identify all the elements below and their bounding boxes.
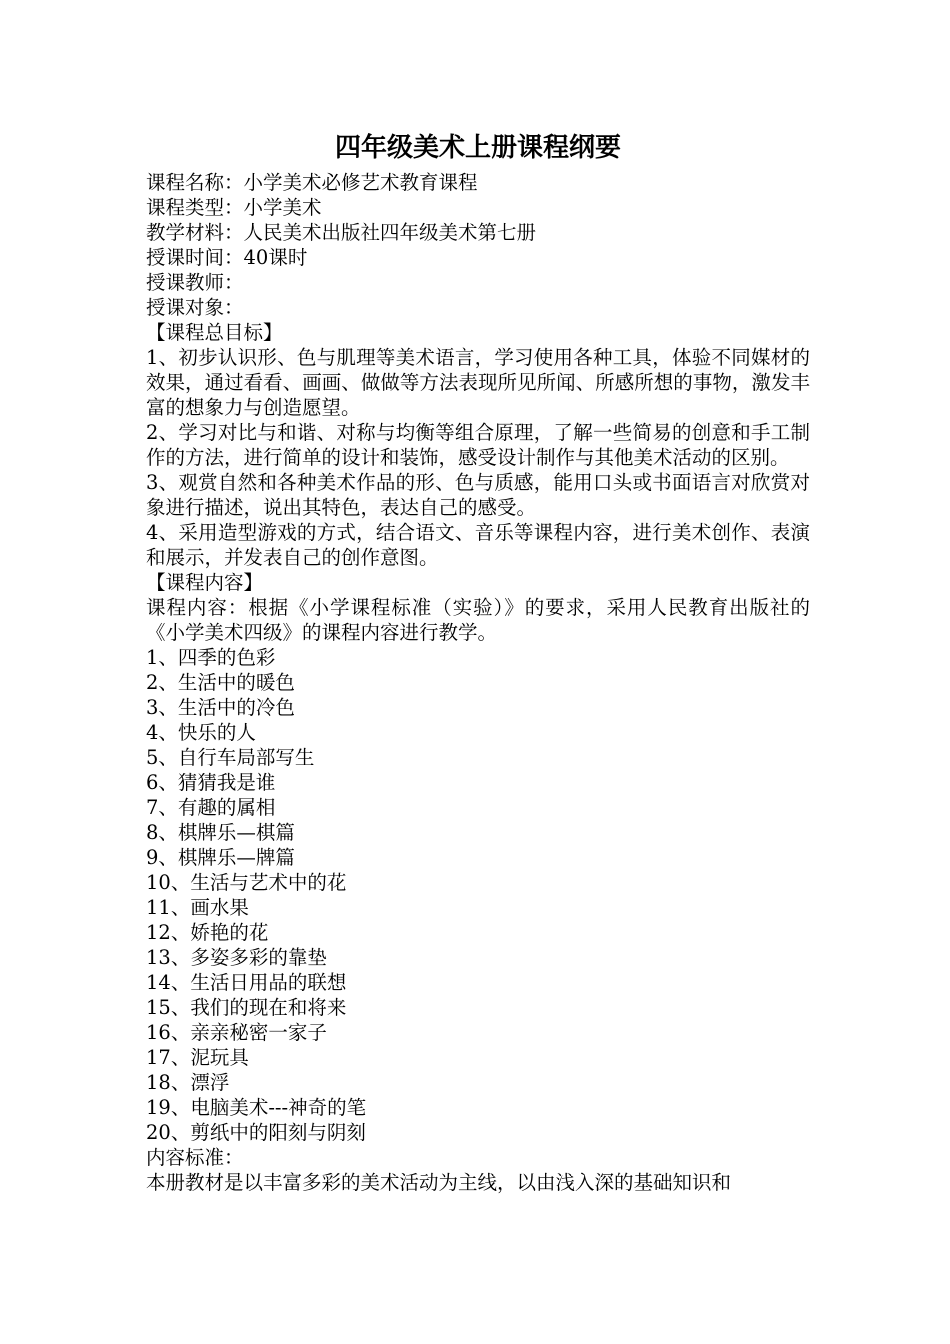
lesson-item: 18、漂浮: [146, 1071, 230, 1094]
lesson-item: 20、剪纸中的阳刻与阴刻: [146, 1121, 366, 1144]
lesson-item: 7、有趣的属相: [146, 796, 276, 819]
goal-item: 3、观赏自然和各种美术作品的形、色与质感，能用口头或书面语言对欣赏对象进行描述，说出其特色，表达自己的感受。: [146, 471, 810, 519]
teaching-hours: 授课时间：40课时: [146, 246, 308, 269]
document-page: [146, 126, 810, 1195]
content-intro: 课程内容：根据《小学课程标准（实验）》的要求，采用人民教育出版社的《小学美术四级》的课程内容进行教学。: [146, 596, 810, 644]
lesson-item: 19、电脑美术---神奇的笔: [146, 1096, 367, 1119]
lesson-item: 3、生活中的冷色: [146, 696, 295, 719]
lesson-item: 8、棋牌乐—棋篇: [146, 821, 295, 844]
goals-heading: 【课程总目标】: [146, 321, 283, 344]
goal-item: 1、初步认识形、色与肌理等美术语言，学习使用各种工具，体验不同媒材的效果，通过看看、画画、做做等方法表现所见所闻、所感所想的事物，激发丰富的想象力与创造愿望。: [146, 346, 810, 419]
lesson-item: 5、自行车局部写生: [146, 746, 315, 769]
course-name: 课程名称：小学美术必修艺术教育课程: [146, 171, 478, 194]
lesson-item: 17、泥玩具: [146, 1046, 249, 1069]
lesson-item: 13、多姿多彩的靠垫: [146, 946, 327, 969]
standard-label: 内容标准：: [146, 1146, 244, 1169]
lesson-item: 10、生活与艺术中的花: [146, 871, 347, 894]
standard-text: 本册教材是以丰富多彩的美术活动为主线，以由浅入深的基础知识和: [146, 1171, 732, 1194]
lesson-item: 1、四季的色彩: [146, 646, 276, 669]
lesson-item: 4、快乐的人: [146, 721, 256, 744]
course-type: 课程类型：小学美术: [146, 196, 322, 219]
goal-item: 2、学习对比与和谐、对称与均衡等组合原理，了解一些简易的创意和手工制作的方法，进行简单的设计和装饰，感受设计制作与其他美术活动的区别。: [146, 421, 810, 469]
lesson-list: [146, 645, 810, 1145]
document-title: 四年级美术上册课程纲要: [334, 133, 621, 163]
audience: 授课对象：: [146, 296, 244, 319]
lesson-item: 11、画水果: [146, 896, 249, 919]
lesson-item: 14、生活日用品的联想: [146, 971, 347, 994]
content-heading: 【课程内容】: [146, 571, 264, 594]
goal-item: 4、采用造型游戏的方式，结合语文、音乐等课程内容，进行美术创作、表演和展示，并发表自己的创作意图。: [146, 521, 810, 569]
lesson-item: 15、我们的现在和将来: [146, 996, 347, 1019]
lesson-item: 2、生活中的暖色: [146, 671, 295, 694]
lesson-item: 9、棋牌乐—牌篇: [146, 846, 295, 869]
lesson-item: 16、亲亲秘密一家子: [146, 1021, 327, 1044]
lesson-item: 12、娇艳的花: [146, 921, 269, 944]
lesson-item: 6、猜猜我是谁: [146, 771, 276, 794]
teacher: 授课教师：: [146, 271, 244, 294]
teaching-material: 教学材料：人民美术出版社四年级美术第七册: [146, 221, 537, 244]
